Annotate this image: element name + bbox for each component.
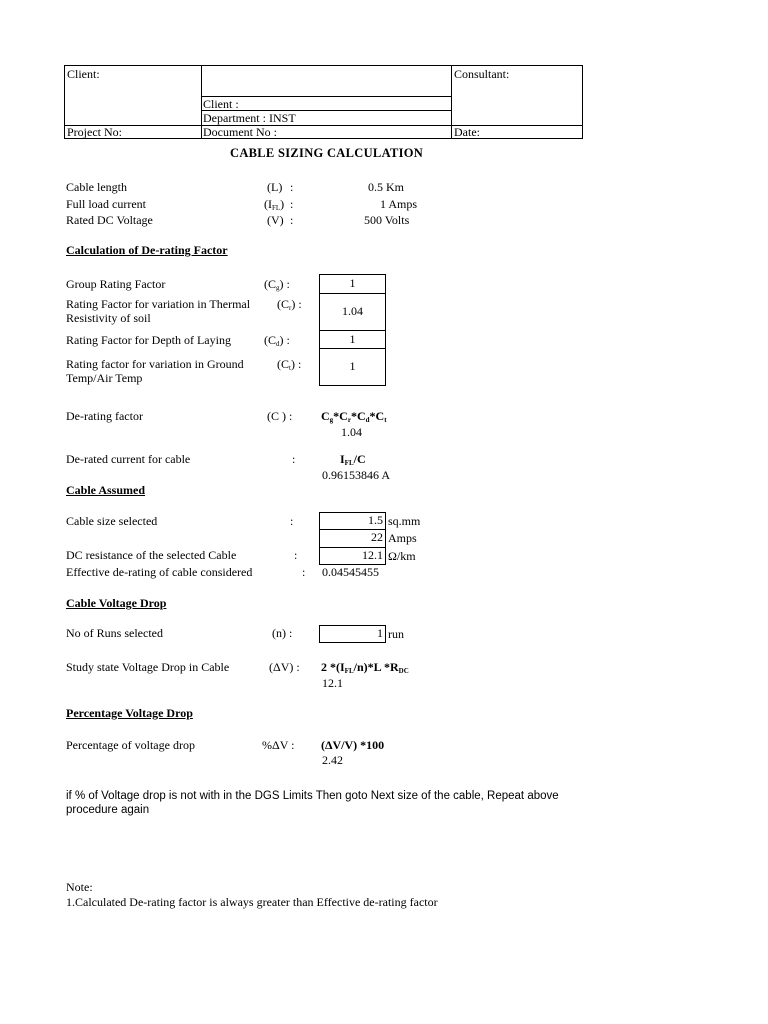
header-divider	[201, 65, 202, 139]
instruction-line: procedure again	[66, 804, 150, 816]
derating-label: Group Rating Factor	[66, 277, 166, 291]
formula-part: *C	[369, 409, 385, 423]
cable-resistance-value: 12.1	[362, 548, 383, 562]
note-label: Note:	[66, 880, 93, 894]
formula-part: 2 *(I	[321, 660, 345, 674]
cable-size-value: 1.5	[368, 513, 383, 527]
derating-symbol	[277, 297, 302, 311]
input-colon: :	[290, 213, 294, 227]
cable-amps-value: 22	[371, 530, 383, 544]
header-divider	[451, 65, 452, 139]
formula-sub: d	[365, 416, 370, 424]
percentage-symbol: %ΔV :	[262, 738, 295, 752]
note-text: 1.Calculated De-rating factor is always greater than Effective de-rating factor	[66, 895, 438, 909]
study-state-value: 12.1	[322, 676, 343, 690]
cable-amps-unit: Amps	[388, 531, 417, 545]
input-symbol	[267, 180, 282, 194]
derating-label-line: Rating factor for variation in Ground	[66, 357, 244, 371]
input-symbol	[264, 197, 284, 211]
document-no-label: Document No :	[203, 125, 277, 139]
derating-value: 1	[349, 359, 356, 373]
formula-part: *C	[333, 409, 348, 423]
derating-symbol	[264, 333, 290, 347]
runs-symbol: (n) :	[272, 626, 293, 640]
derating-symbol	[264, 277, 290, 291]
derating-symbol-end: ) :	[290, 357, 302, 371]
derating-symbol-sub: g	[276, 284, 280, 292]
input-symbol-sub: FL	[272, 204, 281, 212]
derating-factor-label: De-rating factor	[66, 409, 143, 423]
study-state-label: Study state Voltage Drop in Cable	[66, 660, 230, 674]
derated-current-label: De-rated current for cable	[66, 452, 191, 466]
effective-derating-value: 0.04545455	[322, 565, 379, 579]
input-colon: :	[290, 197, 294, 211]
percentage-formula: (ΔV/V) *100	[321, 738, 385, 752]
derating-label-line: Temp/Air Temp	[66, 371, 143, 385]
runs-unit: run	[388, 627, 404, 641]
percentage-label: Percentage of voltage drop	[66, 738, 195, 752]
study-state-formula	[321, 660, 409, 674]
page-title: CABLE SIZING CALCULATION	[230, 146, 424, 160]
percentage-value: 2.42	[322, 753, 343, 767]
cable-resistance-label: DC resistance of the selected Cable	[66, 548, 237, 562]
client-inner-label: Client :	[203, 97, 239, 111]
derated-current-colon: :	[292, 452, 296, 466]
cable-resistance-unit: Ω/km	[388, 549, 416, 563]
input-value: 0.5 Km	[368, 180, 404, 194]
effective-derating-colon: :	[302, 565, 306, 579]
derating-value: 1.04	[342, 304, 363, 318]
header-divider	[64, 125, 583, 126]
derating-label-line: Resistivity of soil	[66, 311, 151, 325]
formula-sub: t	[384, 416, 387, 424]
cable-resistance-colon: :	[294, 548, 298, 562]
derating-symbol-text: (C	[264, 277, 276, 291]
derating-label-line: Rating Factor for variation in Thermal	[66, 297, 251, 311]
derating-symbol-text: (C	[264, 333, 276, 347]
derating-symbol-text: (C	[277, 297, 289, 311]
date-label: Date:	[454, 125, 480, 139]
formula-part: C	[321, 409, 330, 423]
formula-sub: DC	[398, 667, 409, 675]
input-symbol-end: )	[280, 197, 285, 211]
derating-value: 1	[349, 276, 356, 290]
cable-size-unit: sq.mm	[388, 514, 421, 528]
derating-factor-symbol: (C ) :	[267, 409, 293, 423]
input-symbol-text: (V)	[267, 213, 284, 227]
formula-sub: FL	[344, 667, 354, 675]
voltage-drop-heading: Cable Voltage Drop	[66, 596, 167, 610]
client-label: Client:	[67, 67, 100, 81]
effective-derating-label: Effective de-rating of cable considered	[66, 565, 253, 579]
input-colon: :	[290, 180, 294, 194]
derating-divider	[319, 330, 386, 331]
derating-symbol-text: (C	[277, 357, 289, 371]
runs-value: 1	[377, 626, 383, 640]
derating-divider	[319, 348, 386, 349]
input-symbol	[267, 213, 284, 227]
derated-current-value: 0.96153846 A	[322, 468, 391, 482]
percentage-heading: Percentage Voltage Drop	[66, 706, 193, 720]
derated-current-formula	[340, 452, 366, 466]
derating-symbol-sub: r	[289, 304, 292, 312]
cable-size-colon: :	[290, 514, 294, 528]
formula-part: /n)*L *R	[353, 660, 399, 674]
runs-label: No of Runs selected	[66, 626, 163, 640]
input-value: 500 Volts	[364, 213, 410, 227]
derating-divider	[319, 293, 386, 294]
derating-symbol-end: ) :	[279, 333, 290, 347]
study-state-symbol: (ΔV) :	[269, 660, 300, 674]
input-symbol-text: (L)	[267, 180, 283, 194]
input-label: Full load current	[66, 197, 146, 211]
department-label: Department : INST	[203, 111, 296, 125]
project-no-label: Project No:	[67, 125, 122, 139]
instruction-line: if % of Voltage drop is not with in the DGS Limits Then goto Next size of the cable, Repeat above	[66, 790, 559, 802]
formula-sub: g	[329, 416, 334, 424]
consultant-label: Consultant:	[454, 67, 510, 81]
derating-factor-formula	[321, 409, 387, 423]
formula-part: I	[340, 452, 345, 466]
cable-size-label: Cable size selected	[66, 514, 158, 528]
input-label: Cable length	[66, 180, 127, 194]
derating-symbol	[277, 357, 301, 371]
derating-label: Rating Factor for Depth of Laying	[66, 333, 231, 347]
derating-symbol-sub: t	[289, 364, 291, 372]
derating-symbol-end: ) :	[291, 297, 302, 311]
input-symbol-text: (I	[264, 197, 272, 211]
derating-factor-value: 1.04	[341, 425, 362, 439]
derating-symbol-end: ) :	[279, 277, 290, 291]
formula-part: *C	[350, 409, 366, 423]
formula-part: /C	[353, 452, 366, 466]
formula-sub: FL	[344, 459, 354, 467]
derating-heading: Calculation of De-rating Factor	[66, 243, 228, 257]
cable-heading: Cable Assumed	[66, 483, 146, 497]
input-value: 1 Amps	[380, 197, 418, 211]
derating-value: 1	[349, 332, 356, 346]
derating-symbol-sub: d	[276, 340, 280, 348]
input-label: Rated DC Voltage	[66, 213, 153, 227]
formula-sub: r	[347, 416, 351, 424]
